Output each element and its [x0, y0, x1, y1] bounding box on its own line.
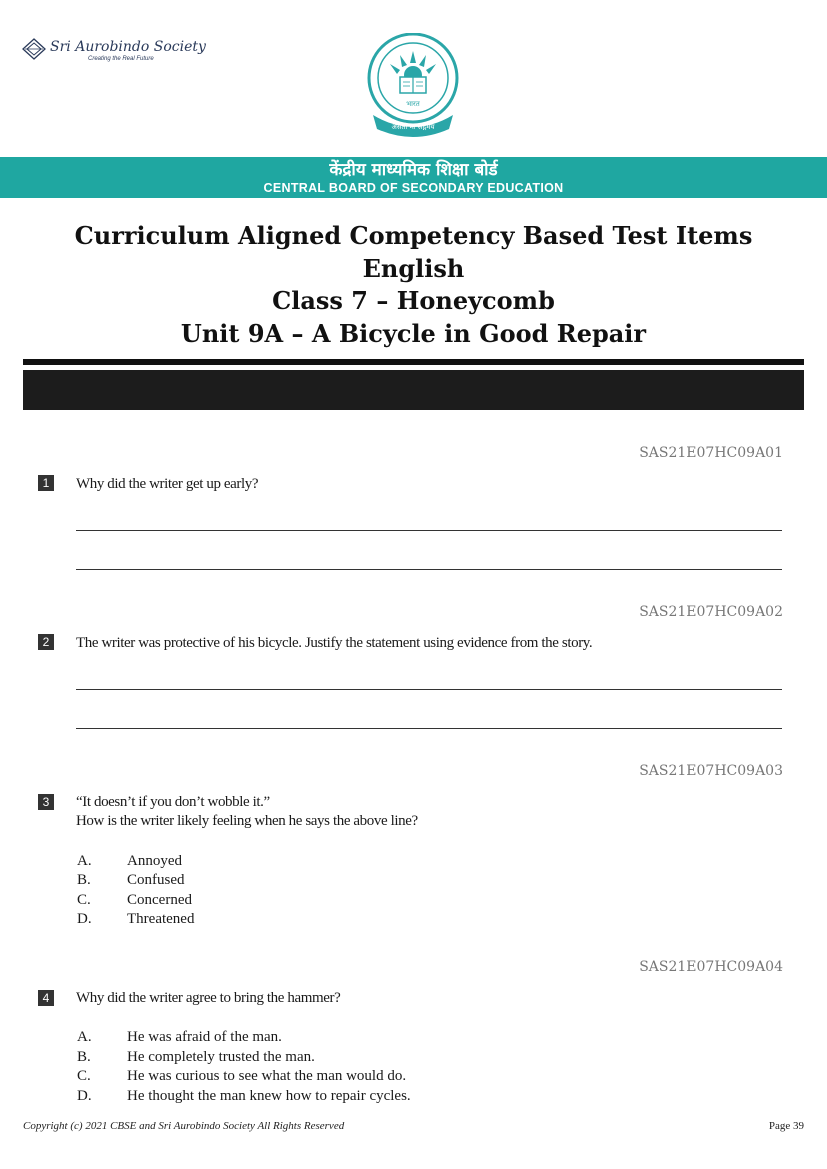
question-number: 4: [38, 990, 54, 1006]
title-subject: English: [362, 253, 465, 283]
answer-line[interactable]: [76, 530, 782, 531]
question-number: 2: [38, 634, 54, 650]
option-c[interactable]: C. He was curious to see what the man would do.: [77, 1068, 407, 1084]
title-unit: Unit 9A – A Bicycle in Good Repair: [180, 318, 647, 348]
question-text: Why did the writer agree to bring the hammer?: [76, 990, 341, 1006]
option-d[interactable]: D. He thought the man knew how to repair cycles.: [77, 1088, 411, 1104]
question-code: SAS21E07HC09A03: [639, 763, 783, 779]
cbse-seal: [363, 33, 463, 143]
option-a[interactable]: A. He was afraid of the man.: [77, 1029, 282, 1045]
board-banner: [0, 157, 827, 198]
seal-bottom-text: भारत: [406, 100, 420, 108]
option-d[interactable]: D. Threatened: [77, 911, 195, 927]
question-number: 3: [38, 794, 54, 810]
question-text: Why did the writer get up early?: [76, 476, 259, 492]
question-number: 1: [38, 475, 54, 491]
option-c[interactable]: C. Concerned: [77, 892, 192, 908]
society-emblem-icon: [22, 38, 46, 60]
copyright-notice: Copyright (c) 2021 CBSE and Sri Aurobindo Society All Rights Reserved: [23, 1120, 345, 1132]
title-class: Class 7 – Honeycomb: [272, 286, 555, 315]
title-main: Curriculum Aligned Competency Based Test Items: [74, 221, 753, 250]
question-code: SAS21E07HC09A04: [639, 959, 783, 975]
document-titles: [0, 220, 827, 350]
answer-line[interactable]: [76, 728, 782, 729]
seal-motto: असतो मा सद्गमय: [391, 123, 435, 131]
divider-bar: [23, 370, 804, 410]
sri-aurobindo-society-logo: [22, 38, 206, 68]
divider-thin: [23, 359, 804, 365]
answer-line[interactable]: [76, 689, 782, 690]
option-a[interactable]: A. Annoyed: [77, 853, 182, 869]
logo-name: Sri Aurobindo Society: [50, 39, 206, 55]
board-name-hindi: केंद्रीय माध्यमिक शिक्षा बोर्ड: [329, 160, 498, 180]
page-number: Page 39: [768, 1120, 804, 1132]
answer-line[interactable]: [76, 569, 782, 570]
logo-tagline: Creating the Real Future: [88, 56, 154, 62]
option-b[interactable]: B. Confused: [77, 872, 185, 888]
question-text: The writer was protective of his bicycle. Justify the statement using evidence from the story.: [76, 635, 593, 651]
question-text: How is the writer likely feeling when he says the above line?: [76, 813, 418, 829]
question-code: SAS21E07HC09A01: [639, 445, 783, 461]
question-quote: “It doesn’t if you don’t wobble it.”: [76, 794, 270, 810]
board-name-english: CENTRAL BOARD OF SECONDARY EDUCATION: [263, 181, 564, 195]
option-b[interactable]: B. He completely trusted the man.: [77, 1049, 315, 1065]
question-code: SAS21E07HC09A02: [639, 604, 783, 620]
